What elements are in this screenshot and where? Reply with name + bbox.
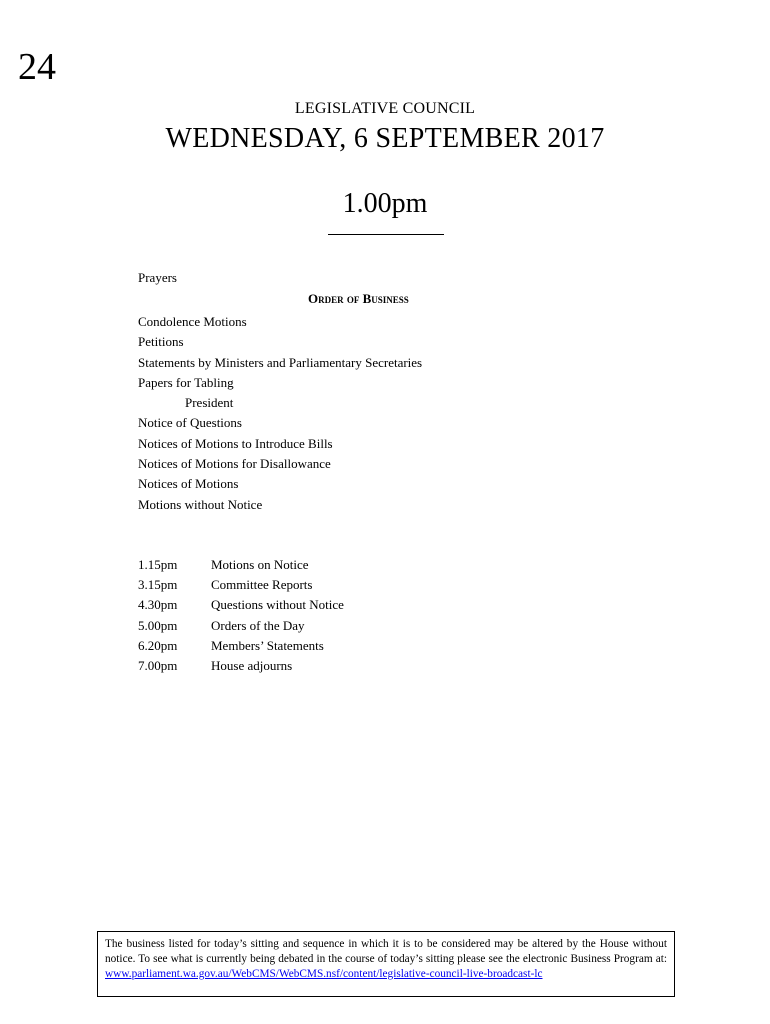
timetable-time: 7.00pm — [138, 657, 178, 673]
order-of-business-list — [138, 312, 422, 515]
business-item: Notices of Motions to Introduce Bills — [138, 435, 333, 451]
page-number: 24 — [18, 46, 56, 88]
sitting-date: WEDNESDAY, 6 SEPTEMBER 2017 — [165, 123, 605, 154]
business-item: Petitions — [138, 334, 184, 350]
timetable-row — [138, 616, 344, 636]
timetable-item: House adjourns — [211, 657, 293, 673]
timetable-time: 1.15pm — [138, 557, 178, 572]
timetable-time: 3.15pm — [138, 577, 178, 593]
business-item: Notices of Motions — [138, 476, 239, 492]
timetable-time: 4.30pm — [138, 597, 178, 613]
timetable-item: Questions without Notice — [211, 597, 344, 613]
business-item: Statements by Ministers and Parliamentary Secretaries — [138, 354, 423, 370]
notice-box — [97, 931, 675, 997]
header-rule — [328, 234, 444, 235]
order-of-business-heading: Order of Business — [308, 291, 409, 306]
timetable — [138, 555, 344, 676]
timetable-item: Committee Reports — [211, 577, 313, 593]
house-title: LEGISLATIVE COUNCIL — [294, 100, 476, 117]
timetable-time: 5.00pm — [138, 617, 178, 633]
prayers-item: Prayers — [138, 270, 177, 285]
timetable-row — [138, 595, 344, 615]
timetable-item: Members’ Statements — [211, 637, 324, 653]
timetable-row — [138, 575, 344, 595]
timetable-row — [138, 555, 344, 575]
business-item: Papers for Tabling — [138, 374, 234, 390]
timetable-time: 6.20pm — [138, 637, 178, 653]
sitting-time: 1.00pm — [342, 188, 428, 219]
timetable-item: Motions on Notice — [211, 557, 309, 572]
timetable-row — [138, 656, 344, 676]
timetable-row — [138, 636, 344, 656]
business-item: Notices of Motions for Disallowance — [138, 456, 331, 472]
business-item: Motions without Notice — [138, 496, 263, 512]
business-item: Condolence Motions — [138, 314, 247, 329]
timetable-item: Orders of the Day — [211, 617, 305, 633]
business-item: Notice of Questions — [138, 415, 242, 431]
business-program-link[interactable]: www.parliament.wa.gov.au/WebCMS/WebCMS.nsf/content/legislative-council-live-broadcast-lc — [105, 968, 543, 980]
business-subitem: President — [185, 395, 234, 411]
notice-text: The business listed for today’s sitting and sequence in which it is to be considered may be altered by the House without notice. To see what is currently being debated in the course of today’s sitting please see the electronic Business Program at: — [105, 938, 667, 965]
